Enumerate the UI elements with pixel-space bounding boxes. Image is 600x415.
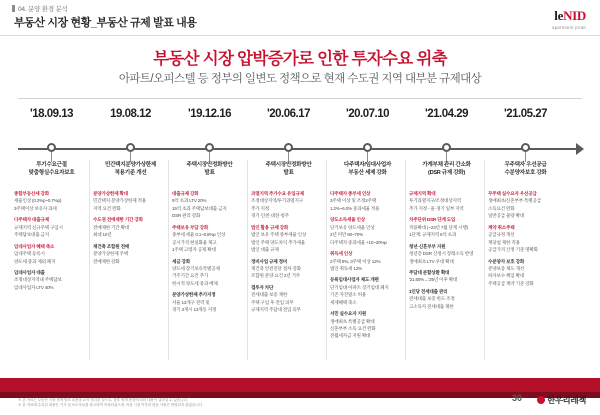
- column-separator: [89, 160, 90, 360]
- timeline-column[interactable]: [486, 108, 565, 286]
- timeline-node-icon: [363, 143, 372, 152]
- timeline-detail-group: [409, 216, 484, 238]
- timeline-column[interactable]: [249, 108, 328, 313]
- timeline-detail-group: [409, 243, 484, 265]
- timeline-detail-group: [251, 284, 326, 314]
- timeline-detail-heading: 다주택자 종부세 인상: [330, 191, 371, 196]
- timeline-detail-heading: 과열지역 추가수요 유입규제: [251, 191, 305, 196]
- timeline-detail-heading: 주택보유 부담 강화: [172, 224, 209, 230]
- timeline-detail-body: 단기임대·아파트 장기임대 폐지 기존 자진말소 허용 세제혜택 축소: [330, 284, 389, 305]
- subheadline: 아파트/오피스텔 등 정부의 일변도 정책으로 현재 수도권 지역 대부분 규제대상: [118, 73, 482, 85]
- timeline-detail-heading: 세금 강화: [172, 258, 191, 264]
- timeline-detail-body: 투기과열지구/조정대상지역 추가 지정 - 울·경기 일부 지역: [409, 198, 464, 211]
- timeline-date: '19.12.16: [188, 108, 231, 120]
- timeline-detail-group: [172, 190, 247, 220]
- timeline-detail-heading: 서민 실수요자 지원: [330, 311, 367, 317]
- timeline-detail-body: 민간택지 분양가상한제 적용 지역 요건 완화: [93, 198, 147, 211]
- timeline-detail-body: 임대주택 등록시 양도세 중과 제외 폐지: [14, 251, 56, 264]
- timeline-detail-heading: 재건축 조합원 전매: [93, 243, 130, 249]
- timeline-detail-heading: 계약 취소주택: [488, 224, 515, 230]
- column-separator: [484, 160, 485, 360]
- timeline-detail-heading: 분양가상한제 추가지정: [172, 292, 216, 298]
- timeline-detail-heading: 임대사업자 혜택 축소: [14, 243, 55, 249]
- timeline-date: '21.04.29: [425, 108, 468, 120]
- timeline-detail-heading: 임대사업자 대출: [14, 269, 45, 275]
- timeline-detail-body: 조정대상지역내 주택담보 임대사업자 LTV 40%: [14, 277, 62, 290]
- timeline-detail-group: [172, 291, 247, 313]
- timeline-detail-group: [409, 190, 484, 212]
- timeline-column[interactable]: [12, 108, 91, 290]
- footer-logo-mark-icon: [537, 396, 545, 404]
- page-title: 부동산 시장 현황_부동산 규제 발표 내용: [14, 17, 197, 29]
- timeline-detail-body: 규제지역 신규주택 구입시 주택담보대출 금지: [14, 224, 63, 238]
- timeline-detail-group: [93, 216, 168, 238]
- timeline-detail-group: [14, 216, 89, 238]
- timeline-policy-title: 민간택지분양가상한제 적용기준 개선: [104, 162, 157, 177]
- timeline-detail-group: [251, 190, 326, 220]
- timeline-detail-body: 전세대출 보증 제한 주택 구입 후 전입 의무 규제지역 주담대 전입 의무: [251, 292, 301, 313]
- headline: 부동산 시장 압박증가로 인한 투자수요 위축: [153, 50, 447, 68]
- timeline-detail-body: 9억 초과 LTV 20% 15억 초과 주택담보대출 금지 DSR 관리 강화: [172, 198, 227, 219]
- column-separator: [247, 160, 248, 360]
- brand-logo: [552, 8, 586, 30]
- footer-note: ※ 본 자료는 부동산 시장 정책 발표 내용을 요약 정리한 것으로, 향후 정책 변경에 따라 내용이 달라질 수 있습니다. ※ 본 자료에 수록된 내용은 기사 및 보도자료를 참고하여 작성되었으며, 작성 시점 이후의 변동 사항은 반영되지 않았습니다.: [18, 398, 203, 408]
- timeline-detail-body: 단기보유 양도세율 인상 2년 미만 60~70% 다주택자 중과세율 +10~20%p: [330, 224, 387, 245]
- timeline-node-icon: [126, 143, 135, 152]
- timeline-detail-heading: 청년·신혼부부 지원: [409, 243, 446, 249]
- timeline-detail-heading: 무주택 실수요자 우선공급: [488, 191, 537, 196]
- logo-main-pre: le: [554, 8, 564, 23]
- timeline-column[interactable]: [407, 108, 486, 309]
- title-divider: [18, 98, 582, 99]
- timeline-detail-body: 재건축 안전진단 절차 강화 조합원 분양 요건 2년 거주: [251, 265, 301, 279]
- timeline-date: 19.08.12: [110, 108, 151, 120]
- page-number: 30: [511, 393, 522, 403]
- timeline-detail-heading: 수도권 전매제한 기간 강화: [93, 217, 143, 223]
- timeline-detail-group: [330, 190, 405, 212]
- timeline-column[interactable]: [170, 108, 249, 313]
- timeline-column[interactable]: [328, 108, 407, 339]
- timeline-detail-group: [172, 258, 247, 288]
- timeline-node-icon: [284, 143, 293, 152]
- timeline-detail-group: [251, 258, 326, 280]
- column-separator: [405, 160, 406, 360]
- timeline-policy-title: 다주택자/임대사업자 부동산 세제 강화: [343, 162, 392, 177]
- footer-logo: [537, 394, 586, 406]
- timeline-detail-heading: 양도소득세율 인상: [330, 217, 365, 223]
- timeline-detail-list: [93, 190, 168, 269]
- timeline-node-icon: [205, 143, 214, 152]
- timeline-detail-list: [330, 190, 405, 344]
- timeline-detail-heading: 등록임대사업자 제도 개편: [330, 277, 379, 283]
- timeline-detail-heading: 분양가상한제 확대: [93, 191, 128, 196]
- timeline-detail-group: [488, 258, 563, 288]
- timeline-detail-group: [14, 190, 89, 212]
- timeline-detail-list: [14, 190, 89, 295]
- timeline-node-icon: [47, 143, 56, 152]
- timeline-detail-heading: 취득세 인상: [330, 251, 353, 257]
- timeline-detail-heading: 주담대 분할상환 확대: [409, 269, 450, 275]
- timeline-detail-heading: 1인당 전세대출 관리: [409, 288, 448, 294]
- timeline-node-icon: [521, 143, 530, 152]
- timeline-detail-body: 세율인상 (0.2%p~0.7%p) 3주택이상 보유자 과세: [14, 198, 62, 211]
- timeline-detail-body: 공급규정 개선 재당첨 제한 적용 공급가격 산정 기준 명확화: [488, 232, 538, 253]
- timeline-policy-title: 무주택자 우선공급 수분양자보호 강화: [504, 162, 547, 177]
- timeline-axis: [18, 148, 578, 150]
- timeline-detail-heading: 다주택자 대출규제: [14, 217, 49, 223]
- timeline-detail-list: [409, 190, 484, 314]
- timeline-node-icon: [442, 143, 451, 152]
- timeline-policy-title: 주택시장안정화방안 발표: [265, 162, 312, 177]
- timeline-detail-list: [251, 190, 326, 318]
- timeline-detail-heading: 정비사업 규제 정비: [251, 258, 288, 264]
- timeline-detail-heading: 종합부동산세 강화: [14, 191, 49, 196]
- timeline-detail-list: [488, 190, 563, 291]
- timeline-detail-group: [93, 190, 168, 212]
- timeline-detail-body: 청년층 DSR 산정시 장래소득 반영 생애최초 LTV 우대 확대: [409, 251, 474, 264]
- timeline-detail-body: 전매제한 기간 확대 최대 10년: [93, 224, 130, 238]
- header-accent-bar: [12, 5, 15, 12]
- timeline-detail-body: 전세대출 보증 한도 조정 고소득자 전세대출 제한: [409, 296, 455, 309]
- timeline-arrow-icon: [576, 143, 584, 155]
- timeline-detail-heading: 법인 활용 규제 강화: [251, 224, 289, 230]
- timeline-policy-title: 투기수요근절 맞춤형실수요자보호: [28, 162, 75, 177]
- timeline-detail-body: 생애최초/신혼부부 특별공급 소득요건 완화 일반공급 물량 확대: [488, 198, 542, 219]
- timeline-detail-heading: 갭투자 차단: [251, 284, 274, 290]
- timeline-detail-body: '21.60%→'25년 이후 확대: [409, 277, 458, 283]
- column-separator: [326, 160, 327, 360]
- timeline-policy-title: 주택시장안정화방안 발표: [186, 162, 233, 177]
- timeline-date: '21.05.27: [504, 108, 547, 120]
- header-divider: [0, 35, 600, 36]
- timeline-detail-group: [14, 243, 89, 265]
- footer-band: [0, 378, 600, 392]
- timeline-policy-title: 가계부채 관리 간소화 (DSR 규제 강화): [422, 162, 471, 177]
- slide-header: [0, 0, 600, 36]
- timeline-detail-body: 양도세 장기보유특별공제 거주기간 요건 추가 한시적 양도세 중과 배제: [172, 265, 220, 286]
- timeline-detail-group: [330, 276, 405, 306]
- timeline-detail-group: [330, 310, 405, 340]
- timeline-detail-body: 2주택 8%, 3주택 이상 12% 법인 취득세 12%: [330, 258, 381, 271]
- timeline-detail-group: [330, 216, 405, 246]
- logo-main-post: NID: [563, 8, 586, 23]
- timeline-detail-body: 생애최초 특별공급 확대 신혼부부 소득 요건 완화 전월세자금 지원 확대: [330, 318, 376, 339]
- timeline-detail-body: 법인 보유 주택 종부세율 인상 법인 주택 양도차익 추가세율 법인 대출 규제: [251, 232, 307, 253]
- timeline-date: '18.09.13: [30, 108, 73, 120]
- timeline-detail-group: [409, 288, 484, 310]
- timeline-detail-body: 종부세 세율 0.1~0.8%p 인상 공시가격 현실화율 제고 1주택 고령자 공제 확대: [172, 232, 226, 253]
- timeline-detail-group: [14, 269, 89, 291]
- timeline-detail-group: [488, 190, 563, 220]
- timeline-column[interactable]: [91, 108, 170, 264]
- timeline-detail-group: [409, 269, 484, 284]
- footer-company-name: 한우리레젝: [546, 395, 586, 405]
- timeline-detail-heading: 대출규제 강화: [172, 191, 199, 196]
- logo-subtitle: apartment pride: [552, 25, 586, 30]
- timeline-detail-group: [251, 224, 326, 254]
- timeline-detail-body: 분양보증 제도 개선 하자보수 책임 확대 주택공급 계약 기준 강화: [488, 265, 534, 286]
- timeline-detail-group: [93, 243, 168, 265]
- timeline-detail-body: 분양가상한제 주택 전매제한 강화: [93, 251, 128, 264]
- header-eyebrow: 04. 분양 환경 분석: [18, 6, 68, 13]
- timeline-detail-body: 3주택 이상 및 조정2주택 1.2%~6.0% 중과세율 적용: [330, 198, 380, 211]
- timeline-detail-body: 서울 13개구 전역 및 경기 3개시 13개동 지정: [172, 299, 217, 313]
- timeline-detail-heading: 규제지역 확대: [409, 191, 436, 196]
- timeline-date: '20.06.17: [267, 108, 310, 120]
- timeline-detail-body: 조정대상지역/투기과열지구 추가 지정 경기·인천·대전·청주: [251, 198, 303, 219]
- timeline-detail-body: 적용확대 (~23년 7월 단계 시행) 1단계: 규제지역 6억 초과: [409, 224, 468, 238]
- timeline-detail-heading: 차주단위 DSR 단계 도입: [409, 217, 456, 223]
- timeline-detail-heading: 수분양자 보호 강화: [488, 258, 525, 264]
- timeline-detail-group: [488, 224, 563, 254]
- timeline-date: '20.07.10: [346, 108, 389, 120]
- timeline-detail-list: [172, 190, 247, 318]
- timeline-detail-group: [330, 250, 405, 272]
- timeline-detail-group: [172, 224, 247, 254]
- column-separator: [168, 160, 169, 360]
